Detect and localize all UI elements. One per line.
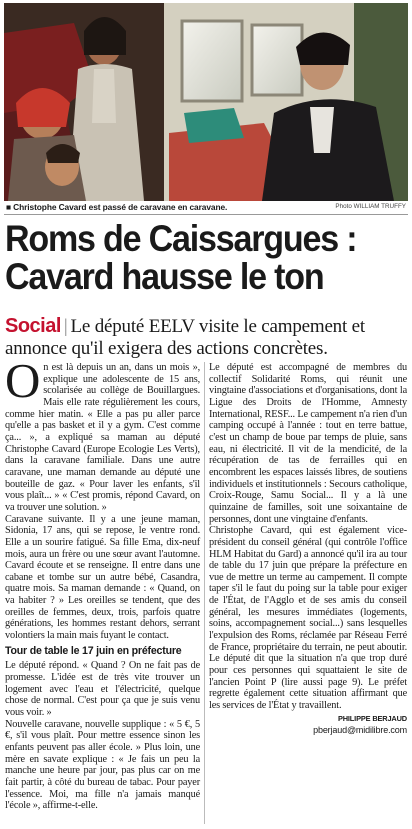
photo-credit: Photo WILLIAM TRUFFY <box>335 203 406 210</box>
headline-line-1: Roms de Caissargues : <box>5 218 357 259</box>
photo-caption-row <box>4 201 408 215</box>
article-photo <box>4 3 408 201</box>
author-email[interactable]: pberjaud@midilibre.com <box>313 725 407 736</box>
article-column-1 <box>5 353 200 812</box>
deck <box>5 315 407 360</box>
article-column-2 <box>209 362 407 737</box>
headline-line-2: Cavard hausse le ton <box>5 256 324 297</box>
photo-caption: ■ Christophe Cavard est passé de caravane en caravane. <box>6 202 228 212</box>
photo-caravan-scene <box>4 3 408 201</box>
deck-separator: | <box>63 316 68 337</box>
paragraph-6: Christophe Cavard, qui est également vice-président du conseil général (qui contrôle l'office HLM Habitat du Gard) a annoncé qu'il ira au tour de table du 17 juin que prépare la préfecture en vue de mettre un terme au campement. Il compte taper s'il le faut du poing sur la table pour exiger de l'État, de l'Agglo et de ses amis du conseil général, les mesures immédiates (logements, soins, accompagnement social...) sans lesquelles l'expulsion des Roms, réclamée par Réseau Ferré de France, propriétaire du terrain, ne peut aboutir. Le député dit que la situation n'a que trop duré pour ces personnes qui squattaient le site de l'ancien Point P (lire aussi page 9). Le préfet regrette également cette situation affirmant que les services de l'État y travaillent. <box>209 525 407 712</box>
paragraph-4: Nouvelle caravane, nouvelle supplique : « 5 €, 5 €, s'il vous plaît. Pour mettre essence sinon les enfants peuvent pas aller école. » Plus loin, une mère en savate explique : « Je fais un peu la manche une heure par jour, pas plus car on me fait partir, à côté du bureau de tabac. Pour payer l'essence. Moi, ma fille n'a jamais manqué l'école », affirme-t-elle. <box>5 718 200 812</box>
headline <box>5 220 377 296</box>
deck-text: Le député EELV visite le campement et annonce qu'il exigera des actions concrètes. <box>5 316 365 359</box>
section-kicker: Social <box>5 315 61 337</box>
author-signature: PHILIPPE BERJAUD <box>337 713 407 723</box>
paragraph-1 <box>5 353 200 514</box>
subheading: Tour de table le 17 juin en préfecture <box>5 644 182 657</box>
dropcap: O <box>5 353 41 408</box>
column-divider <box>204 362 205 824</box>
paragraph-1-text: n est là depuis un an, dans un mois », explique une adolescente de 15 ans, scolarisée au collège de Bouillargues. Mais elle rate régulièrement les cours, comme hier matin. « Elle a pas pu aller parce qu'elle a pas basket et il y a gym. C'est comme ça... », a expliqué sa maman au député Christophe Cavard (Europe Ecologie Les Verts), dans la caravane familiale. Dans une autre caravane, une maman demande au député une bouteille de gaz. « Pour laver les enfants, s'il vous plaît... » « C'est promis, répond Cavard, on va trouver une solution. » <box>5 362 200 513</box>
paragraph-3: Le député répond. « Quand ? On ne fait pas de promesse. L'idée est de très vite trouver un logement avec l'eau et l'électricité, quelque chose de normal. C'est pour ça que je suis venu vous voir. » <box>5 660 200 719</box>
paragraph-2: Caravane suivante. Il y a une jeune maman, Sidonia, 17 ans, qui se repose, le ventre rond. Elle a un sourire fatigué. Sa fille Ema, dix-neuf mois, aura un frère ou une sœur avant l'automne. Cavard écoute et se renseigne. Il entre dans une cabane et tombe sur un autre bébé, Casandra, quatre mois. Sa maman demande : « Quand, on va habiter ? » Les oreilles se tendent, que des oreilles de femmes, deux, trois, parfois quatre générations, les hommes restant dehors, serrant volontiers la main mais fuyant le contact. <box>5 513 200 642</box>
paragraph-5: Le député est accompagné de membres du collectif Solidarité Roms, qui réunit une vingtaine d'associations et d'organisations, dont la Ligue des Droits de l'Homme, Amnesty International, RESF... Le campement n'a rien d'un camping occupé à l'année : tout en terre battue, c'est un champ de boue par temps de pluie, sans eau, ni électricité. Il vit de la mendicité, de la récupération de tas de ferrailles qui en encombrent les espaces laissés libres, de soutiens individuels et institutionnels : Secours catholique, Croix-Rouge, Samu Social... Il y a là une quinzaine de familles, soit une soixantaine de personnes, dont une vingtaine d'enfants. <box>209 362 407 525</box>
